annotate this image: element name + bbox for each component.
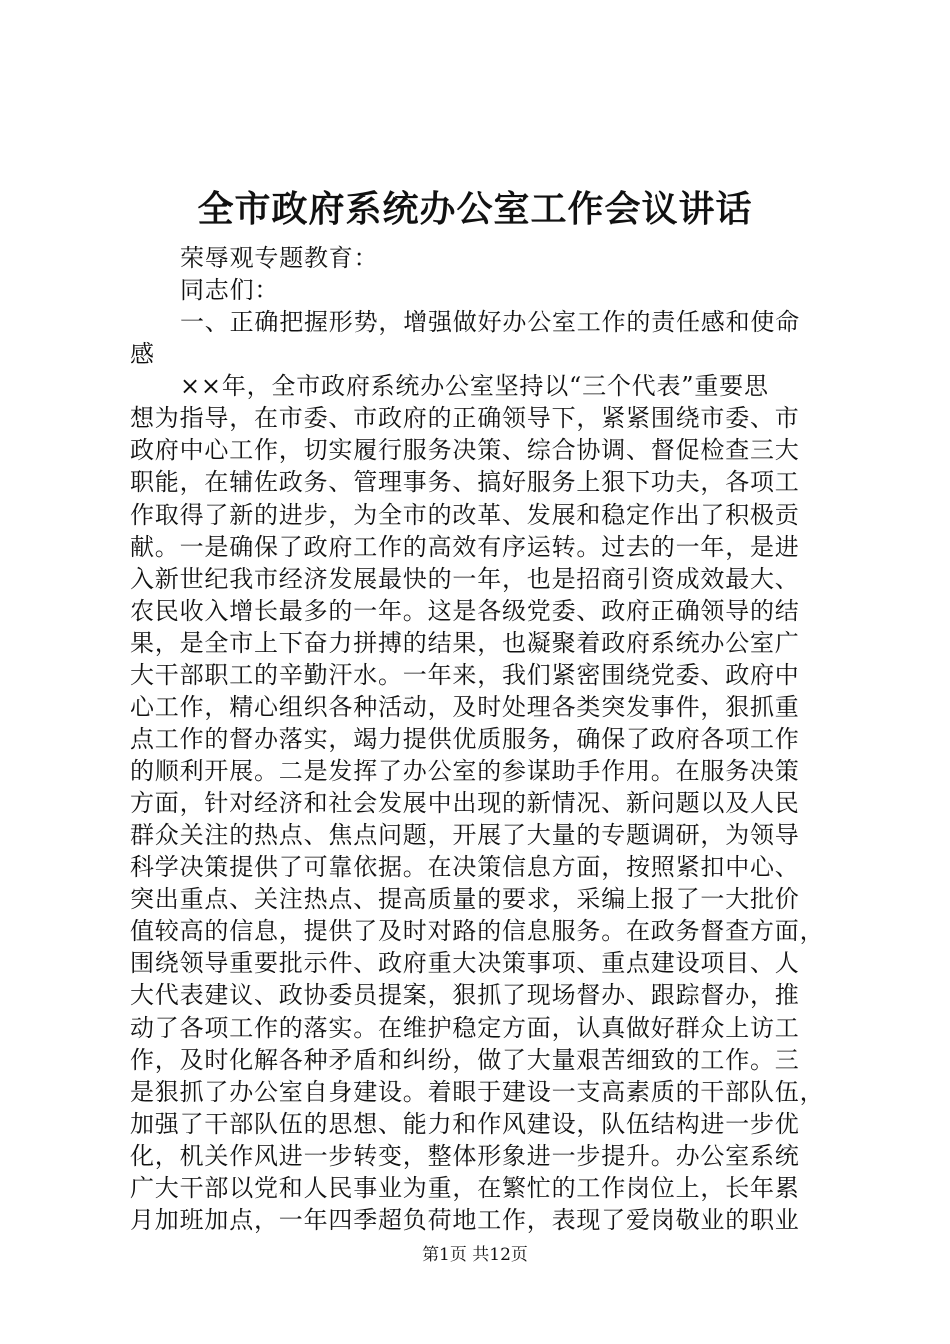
text-line: 围绕领导重要批示件、政府重大决策事项、重点建设项目、人 (130, 949, 800, 978)
text-line: 突出重点、关注热点、提高质量的要求，采编上报了一大批价 (130, 885, 800, 914)
text-line: 是狠抓了办公室自身建设。着眼于建设一支高素质的干部队伍， (130, 1077, 825, 1106)
text-line: 农民收入增长最多的一年。这是各级党委、政府正确领导的结 (130, 596, 800, 625)
text-line: 职能，在辅佐政务、管理事务、搞好服务上狠下功夫，各项工 (130, 468, 800, 497)
text-line: 化，机关作风进一步转变，整体形象进一步提升。办公室系统 (130, 1141, 800, 1170)
text-line: ××年，全市政府系统办公室坚持以“三个代表”重要思 (180, 372, 769, 401)
text-line: 科学决策提供了可靠依据。在决策信息方面，按照紧扣中心、 (130, 853, 800, 882)
text-line: 月加班加点，一年四季超负荷地工作，表现了爱岗敬业的职业 (130, 1205, 800, 1234)
text-line: 大干部职工的辛勤汗水。一年来，我们紧密围绕党委、政府中 (130, 660, 800, 689)
text-line: 果，是全市上下奋力拼搏的结果，也凝聚着政府系统办公室广 (130, 628, 800, 657)
text-line: 荣辱观专题教育： (180, 244, 379, 272)
text-line: 广大干部以党和人民事业为重，在繁忙的工作岗位上，长年累 (130, 1173, 800, 1202)
text-line: 的顺利开展。二是发挥了办公室的参谋助手作用。在服务决策 (130, 757, 800, 786)
text-line: 值较高的信息，提供了及时对路的信息服务。在政务督查方面， (130, 917, 825, 946)
text-line: 动了各项工作的落实。在维护稳定方面，认真做好群众上访工 (130, 1013, 800, 1042)
page-number-footer: 第1页 共12页 (422, 1245, 528, 1265)
section-heading-line: 感 (130, 340, 155, 369)
document-title: 全市政府系统办公室工作会议讲话 (197, 188, 753, 230)
text-line: 点工作的督办落实，竭力提供优质服务，确保了政府各项工作 (130, 724, 800, 753)
text-line: 政府中心工作，切实履行服务决策、综合协调、督促检查三大 (130, 436, 800, 465)
text-line: 献。一是确保了政府工作的高效有序运转。过去的一年，是进 (130, 532, 800, 561)
text-line: 大代表建议、政协委员提案，狠抓了现场督办、跟踪督办，推 (130, 981, 800, 1010)
text-line: 方面，针对经济和社会发展中出现的新情况、新问题以及人民 (130, 789, 800, 818)
text-line: 加强了干部队伍的思想、能力和作风建设，队伍结构进一步优 (130, 1109, 800, 1138)
text-line: 想为指导，在市委、市政府的正确领导下，紧紧围绕市委、市 (130, 404, 800, 433)
text-line: 作，及时化解各种矛盾和纠纷，做了大量艰苦细致的工作。三 (130, 1045, 800, 1074)
text-line: 作取得了新的进步，为全市的改革、发展和稳定作出了积极贡 (130, 500, 800, 529)
section-heading-line: 一、正确把握形势，增强做好办公室工作的责任感和使命 (180, 308, 800, 337)
text-line: 心工作，精心组织各种活动，及时处理各类突发事件，狠抓重 (130, 692, 800, 721)
text-line: 群众关注的热点、焦点问题，开展了大量的专题调研，为领导 (130, 821, 800, 850)
text-line: 入新世纪我市经济发展最快的一年，也是招商引资成效最大、 (130, 564, 800, 593)
text-line: 同志们： (180, 276, 280, 305)
